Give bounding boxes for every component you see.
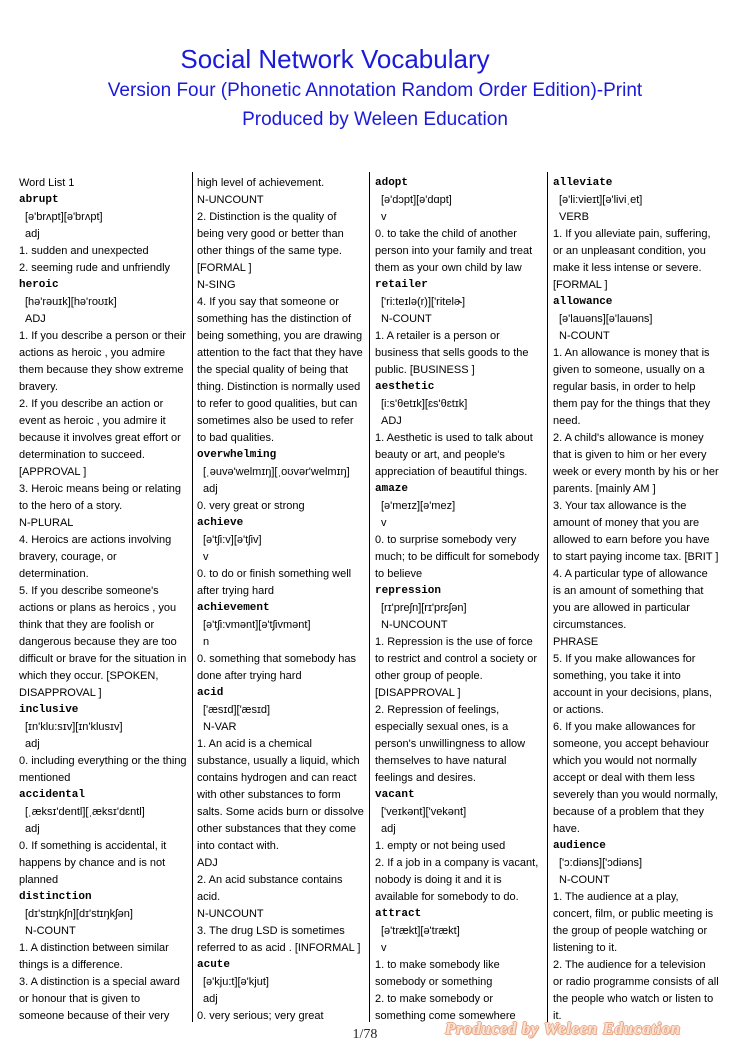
definition-line: which you would not normally [553, 755, 697, 767]
definition-line: account in your decisions, plans, [553, 687, 712, 699]
definition-line: 1. An acid is a chemical [197, 738, 312, 750]
definition-line: 2. to make somebody or [375, 993, 494, 1005]
headword: achievement [197, 602, 270, 614]
definition-line: 1. A retailer is a person or [375, 330, 500, 342]
definition-line: 6. If you make allowances for [553, 721, 696, 733]
definition-line: dangerous because they are too [19, 636, 177, 648]
definition-line: 3. A distinction is a special award [19, 976, 180, 988]
definition-line: [FORMAL ] [553, 279, 608, 291]
definition-line: that is given to him or her every [553, 449, 707, 461]
producer-line: Produced by Weleen Education [242, 109, 508, 130]
definition-line: to restrict and control a society or [375, 653, 538, 665]
definition-line: appreciation of beautiful things. [375, 466, 528, 478]
headword: vacant [375, 789, 415, 801]
definition-line: much; to be difficult for somebody [375, 551, 540, 563]
definition-line: happens by chance and is not [19, 857, 166, 869]
part-of-speech: n [203, 636, 210, 648]
definition-line: person's unwillingness to allow [375, 738, 526, 750]
definition-line: 1. A distinction between similar [19, 942, 169, 954]
definition-line: make it less intense or severe. [553, 262, 702, 274]
definition-line: other things of the same type. [197, 245, 342, 257]
definition-line: feelings and desires. [375, 772, 476, 784]
definition-line: difficult or brave for the situation in [19, 653, 187, 665]
headword: aesthetic [375, 381, 435, 393]
definition-line: being very good or better than [197, 228, 344, 240]
definition-line: [FORMAL ] [197, 262, 252, 274]
headword: achieve [197, 517, 244, 529]
definition-line: 1. If you describe a person or their [19, 330, 186, 342]
part-of-speech: adj [25, 228, 40, 240]
definition-line: or an unpleasant condition, you [553, 245, 706, 257]
part-of-speech: N-COUNT [25, 925, 76, 937]
column-divider [192, 172, 193, 1022]
phonetic: [ə'trækt][ə'trækt] [381, 925, 460, 937]
part-of-speech: adj [203, 483, 218, 495]
definition-line: accept or deal with them less [553, 772, 695, 784]
vocab-column-1 [19, 175, 192, 1025]
definition-line: 1. to make somebody like [375, 959, 500, 971]
definition-line: N-UNCOUNT [197, 908, 264, 920]
definition-line: 0. to take the child of another [375, 228, 517, 240]
definition-line: into contact with. [197, 840, 279, 852]
definition-line: [APPROVAL ] [19, 466, 87, 478]
definition-line: you are allowed in particular [553, 602, 690, 614]
definition-line: themselves to have natural [375, 755, 507, 767]
definition-line: parents. [mainly AM ] [553, 483, 656, 495]
definition-line: or radio programme consists of all [553, 976, 719, 988]
document-subtitle: Version Four (Phonetic Annotation Random Order Edition)-Print [107, 80, 643, 101]
definition-line: or honour that is given to [19, 993, 141, 1005]
definition-line: things is a difference. [19, 959, 123, 971]
definition-line: 5. If you make allowances for [553, 653, 696, 665]
definition-line: other substances that they come [197, 823, 356, 835]
part-of-speech: adj [25, 738, 40, 750]
headword: accidental [19, 789, 86, 801]
definition-line: listening to it. [553, 942, 618, 954]
definition-line: 4. A particular type of allowance [553, 568, 708, 580]
definition-line: 1. Aesthetic is used to talk about [375, 432, 533, 444]
vocab-column-2 [197, 175, 368, 1025]
definition-line: 3. Your tax allowance is the [553, 500, 687, 512]
definition-line: 1. An allowance is money that is [553, 347, 710, 359]
part-of-speech: ADJ [381, 415, 402, 427]
definition-line: 2. Distinction is the quality of [197, 211, 337, 223]
definition-line: being something, you are drawing [197, 330, 363, 342]
headword: heroic [19, 279, 59, 291]
definition-line: high level of achievement. [197, 177, 325, 189]
definition-line: event as heroic , you admire it [19, 415, 166, 427]
vocab-column-3 [375, 175, 546, 1025]
definition-line: someone because of their very [19, 1010, 170, 1022]
phonetic: [ə'kju:t][ə'kjut] [203, 976, 269, 988]
headword: abrupt [19, 194, 59, 206]
definition-line: after trying hard [197, 585, 275, 597]
definition-line: mentioned [19, 772, 71, 784]
word-list-title: Word List 1 [19, 177, 75, 189]
phonetic: [i:s'θetɪk][ɛs'θɛtɪk] [381, 398, 468, 410]
definition-line: attention to the fact that they have [197, 347, 363, 359]
definition-line: bravery. [19, 381, 58, 393]
definition-line: 4. If you say that someone or [197, 296, 339, 308]
part-of-speech: N-UNCOUNT [381, 619, 448, 631]
definition-line: 1. Repression is the use of force [375, 636, 533, 648]
definition-line: something, you take it into [553, 670, 681, 682]
vocab-column-4 [553, 175, 725, 1025]
part-of-speech: adj [203, 993, 218, 1005]
definition-line: public. [BUSINESS ] [375, 364, 475, 376]
definition-line: N-PLURAL [19, 517, 74, 529]
part-of-speech: N-COUNT [381, 313, 432, 325]
definition-line: 1. If you alleviate pain, suffering, [553, 228, 711, 240]
definition-line: sometimes also be used to refer [197, 415, 354, 427]
definition-line: 5. If you describe someone's [19, 585, 159, 597]
definition-line: is an amount of something that [553, 585, 704, 597]
definition-line: beauty or art, and people's [375, 449, 505, 461]
definition-line: 0. to do or finish something well [197, 568, 352, 580]
definition-line: other group of people. [375, 670, 483, 682]
part-of-speech: v [381, 517, 387, 529]
definition-line: N-SING [197, 279, 236, 291]
definition-line: with other substances to form [197, 789, 341, 801]
definition-line: N-UNCOUNT [197, 194, 264, 206]
phonetic: [ə'dɔpt][ə'dɑpt] [381, 194, 452, 206]
definition-line: actions or plans as heroics , you [19, 602, 177, 614]
headword: acute [197, 959, 231, 971]
definition-line: 3. Heroic means being or relating [19, 483, 182, 495]
definition-line: concert, film, or public meeting is [553, 908, 714, 920]
definition-line: to refer to good qualities, but can [197, 398, 358, 410]
part-of-speech: adj [381, 823, 396, 835]
definition-line: person into your family and treat [375, 245, 533, 257]
definition-line: week or every month by his or her [553, 466, 719, 478]
definition-line: 2. If you describe an action or [19, 398, 164, 410]
definition-line: 3. The drug LSD is sometimes [197, 925, 345, 937]
definition-line: someone, you accept behaviour [553, 738, 709, 750]
definition-line: 2. Repression of feelings, [375, 704, 500, 716]
headword: retailer [375, 279, 428, 291]
headword: amaze [375, 483, 409, 495]
definition-line: substance, usually a liquid, which [197, 755, 360, 767]
definition-line: nobody is doing it and it is [375, 874, 502, 886]
headword: attract [375, 908, 422, 920]
definition-line: business that sells goods to the [375, 347, 529, 359]
phonetic: [dɪ'stɪŋkʃn][dɪ'stɪŋkʃən] [25, 908, 133, 920]
phonetic: ['ri:teɪlə(r)]['ritelɚ] [381, 296, 466, 308]
definition-line: 0. If something is accidental, it [19, 840, 167, 852]
definition-line: 4. Heroics are actions involving [19, 534, 172, 546]
definition-line: need. [553, 415, 581, 427]
headword: adopt [375, 177, 409, 189]
definition-line: or actions. [553, 704, 604, 716]
definition-line: determination. [19, 568, 89, 580]
part-of-speech: N-VAR [203, 721, 237, 733]
definition-line: the people who watch or listen to [553, 993, 714, 1005]
definition-line: which they occur. [SPOKEN, [19, 670, 159, 682]
headword: overwhelming [197, 449, 277, 461]
part-of-speech: v [381, 942, 387, 954]
phonetic: [ə'meɪz][ə'mez] [381, 500, 456, 512]
phonetic: [rɪ'preʃn][rɪ'prɛʃən] [381, 602, 467, 614]
headword: audience [553, 840, 606, 852]
definition-line: planned [19, 874, 59, 886]
part-of-speech: ADJ [25, 313, 46, 325]
definition-line: to start paying income tax. [BRIT ] [553, 551, 719, 563]
definition-line: the group of people watching or [553, 925, 708, 937]
definition-line: them as your own child by law [375, 262, 522, 274]
phonetic: [ə'li:vieɪt][ə'liviˌet] [559, 194, 643, 206]
column-divider [547, 172, 548, 1022]
phonetic: ['veɪkənt]['vekənt] [381, 806, 467, 818]
page-number: 1/78 [352, 1027, 378, 1042]
definition-line: it. [553, 1010, 562, 1022]
headword: allowance [553, 296, 613, 308]
definition-line: ADJ [197, 857, 218, 869]
definition-line: acid. [197, 891, 221, 903]
definition-line: 2. The audience for a television [553, 959, 706, 971]
definition-line: something has the distinction of [197, 313, 352, 325]
definition-line: 0. including everything or the thing [19, 755, 187, 767]
definition-line: thing. Distinction is normally used [197, 381, 361, 393]
definition-line: to believe [375, 568, 423, 580]
definition-line: because it involves great effort or [19, 432, 181, 444]
definition-line: actions as heroic , you admire [19, 347, 166, 359]
phonetic: [ˌəuvə'welmɪŋ][ˌoʊvər'welmɪŋ] [203, 466, 350, 478]
definition-line: [DISAPPROVAL ] [375, 687, 461, 699]
part-of-speech: adj [25, 823, 40, 835]
phonetic: [ɪn'klu:sɪv][ɪn'klusɪv] [25, 721, 123, 733]
part-of-speech: N-COUNT [559, 330, 610, 342]
headword: alleviate [553, 177, 613, 189]
definition-line: given to someone, usually on a [553, 364, 705, 376]
definition-line: available for somebody to do. [375, 891, 519, 903]
definition-line: 2. An acid substance contains [197, 874, 343, 886]
definition-line: contains hydrogen and can react [197, 772, 357, 784]
definition-line: 0. very serious; very great [197, 1010, 324, 1022]
phonetic: [ə'tʃi:vmənt][ə'tʃivmənt] [203, 619, 311, 631]
definition-line: salts. Some acids burn or dissolve [197, 806, 364, 818]
part-of-speech: v [203, 551, 209, 563]
definition-line: to bad qualities. [197, 432, 275, 444]
definition-line: because of a problem that they [553, 806, 705, 818]
definition-line: them pay for the things that they [553, 398, 711, 410]
definition-line: 0. to surprise somebody very [375, 534, 517, 546]
part-of-speech: VERB [559, 211, 589, 223]
definition-line: 2. A child's allowance is money [553, 432, 704, 444]
definition-line: somebody or something [375, 976, 493, 988]
phonetic: [hə'rəuɪk][hə'roʊɪk] [25, 296, 117, 308]
definition-line: 0. very great or strong [197, 500, 305, 512]
definition-line: especially sexual ones, is a [375, 721, 509, 733]
definition-line: have. [553, 823, 580, 835]
definition-line: circumstances. [553, 619, 627, 631]
definition-line: determination to succeed. [19, 449, 145, 461]
definition-line: amount of money that you are [553, 517, 700, 529]
definition-line: bravery, courage, or [19, 551, 117, 563]
headword: inclusive [19, 704, 79, 716]
headword: acid [197, 687, 224, 699]
definition-line: 2. seeming rude and unfriendly [19, 262, 171, 274]
column-divider [369, 172, 370, 1022]
phonetic: [ˌæksɪ'dentl][ˌæksɪ'dɛntl] [25, 806, 145, 818]
part-of-speech: N-COUNT [559, 874, 610, 886]
definition-line: them because they show extreme [19, 364, 184, 376]
phonetic: [ə'brʌpt][ə'brʌpt] [25, 211, 103, 223]
definition-line: regular basis, in order to help [553, 381, 696, 393]
phonetic: ['ɔ:diəns]['ɔdiəns] [559, 857, 643, 869]
definition-line: think that they are foolish or [19, 619, 155, 631]
document-title: Social Network Vocabulary [180, 44, 490, 74]
definition-line: to the hero of a story. [19, 500, 123, 512]
definition-line: allowed to earn before you have [553, 534, 710, 546]
definition-line: 2. If a job in a company is vacant, [375, 857, 539, 869]
definition-line: referred to as acid . [INFORMAL ] [197, 942, 361, 954]
definition-line: 1. The audience at a play, [553, 891, 679, 903]
definition-line: 0. something that somebody has [197, 653, 356, 665]
definition-line: done after trying hard [197, 670, 302, 682]
phonetic: ['æsɪd]['æsɪd] [203, 704, 271, 716]
part-of-speech: v [381, 211, 387, 223]
definition-line: DISAPPROVAL ] [19, 687, 102, 699]
definition-line: 1. empty or not being used [375, 840, 506, 852]
phonetic: [ə'tʃi:v][ə'tʃiv] [203, 534, 262, 546]
phonetic: [ə'lauəns][ə'lauəns] [559, 313, 653, 325]
headword: repression [375, 585, 442, 597]
definition-line: something come somewhere [375, 1010, 516, 1022]
definition-line: the special quality of being that [197, 364, 349, 376]
definition-line: severely than you would normally, [553, 789, 718, 801]
headword: distinction [19, 891, 92, 903]
watermark-logo: Produced by Weleen Education [445, 1019, 681, 1038]
definition-line: 1. sudden and unexpected [19, 245, 149, 257]
definition-line: PHRASE [553, 636, 599, 648]
